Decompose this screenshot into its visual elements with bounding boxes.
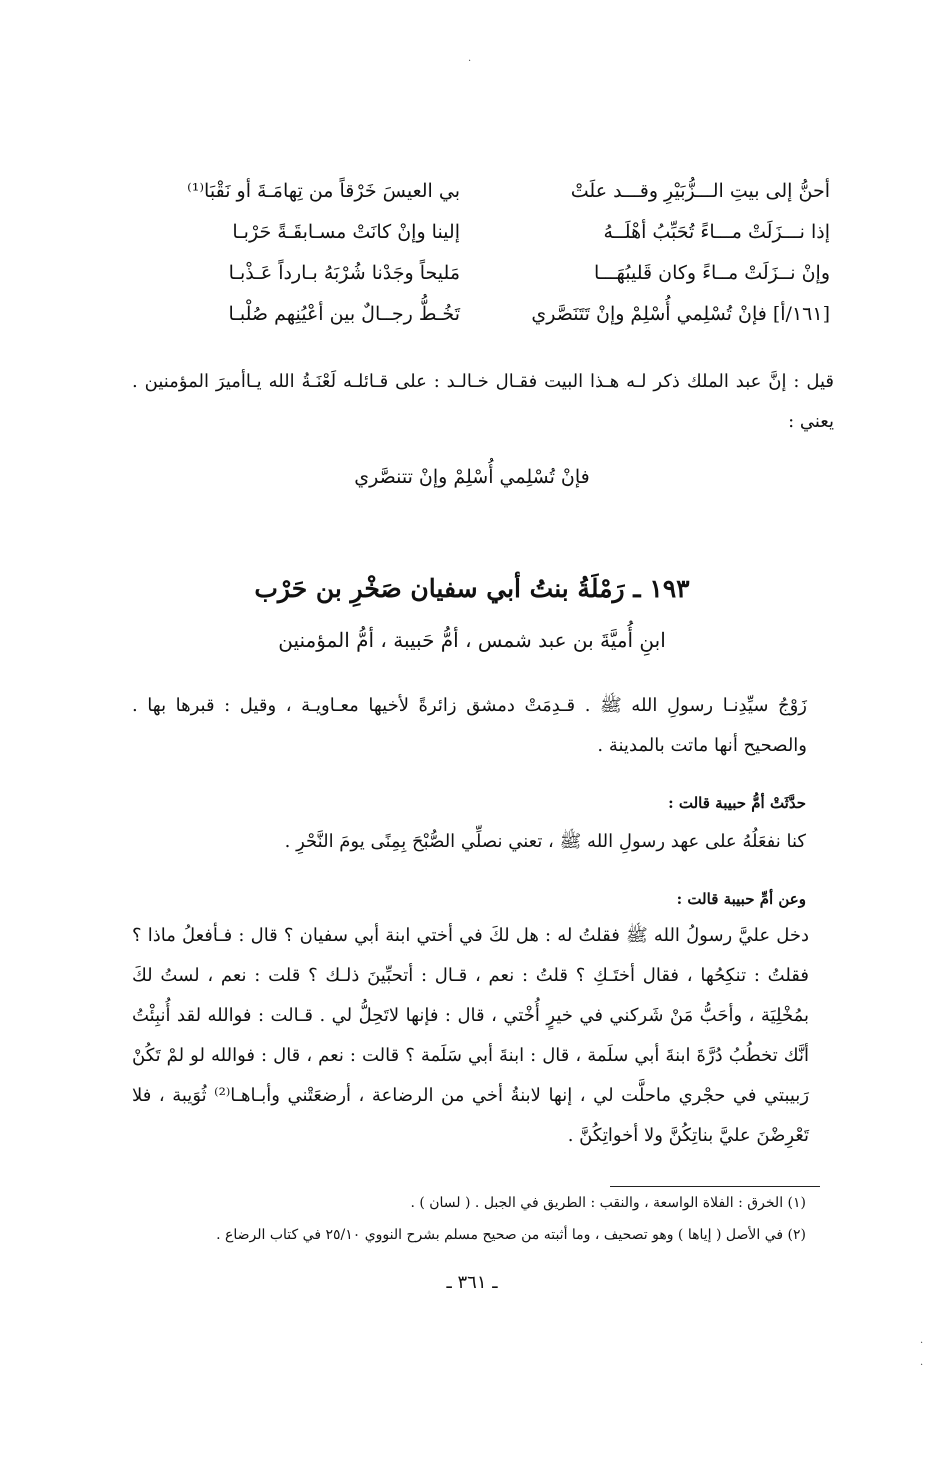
hadith-heading: وعن أمِّ حبيبة قالت : [676, 890, 806, 908]
verse-second-hemistich: تَخُـطُّ رجــالٌ بين أعْيُنِهم صُلْبـا [228, 303, 460, 325]
verse-first-hemistich: [١٦١/أ] فإنْ تُسْلِمي أُسْلِمْ وإنْ تَتَنَصَّري [531, 303, 830, 325]
verse-second-hemistich: بي العيسَ خَرْقاً من تِهامَـةَ أو نَقْبَا⁽¹⁾ [187, 180, 460, 202]
poem-verse [150, 303, 830, 343]
verse-first-hemistich: إذا نـــزَلَتْ مـــاءً تُحَبِّبُ أهْلَــهُ [603, 221, 830, 243]
quoted-verse: فإنْ تُسْلِمي أُسْلِمْ وإنْ تتنصَّري [354, 466, 590, 488]
narration-paragraph: قيل : إنَّ عبد الملك ذكر لـه هـذا البيت فقـال خـالـد : على قـائلـه لَعْنَـةُ الله يـاأميرَ المؤمنين . يعني : [132, 371, 834, 432]
footnote: (١) الخرق : الفلاة الواسعة ، والنقب : الطريق في الجبل . ( لسان ) . [410, 1195, 806, 1211]
biography-paragraph: زَوْجُ سيِّدِنـا رسولِ الله ﷺ . قـدِمَتْ دمشق زائرةً لأخيها معـاويـة ، وقيل : قبرها بها . والصحيح أنها ماتت بالمدينة . [132, 695, 807, 756]
footnote-separator [610, 1186, 820, 1187]
verse-first-hemistich: وإنْ نــزَلَتْ مــاءً وكان قَليبُهَـــا [594, 262, 830, 284]
scan-speck: · [468, 56, 472, 67]
verse-first-hemistich: أحنُّ إلى بيتِ الـــزُّبَيْرِ وقـــد علَتْ [570, 180, 830, 202]
entry-title: ١٩٣ ـ رَمْلَةُ بنتُ أبي سفيان صَخْرِ بن حَرْب [254, 574, 690, 603]
poem-verse [150, 221, 830, 261]
footnote: (٢) في الأصل ( إياها ) وهو تصحيف ، وما أثبته من صحيح مسلم بشرح النووي ٢٥/١٠ في كتاب الرضاع . [216, 1227, 806, 1243]
hadith-text: دخل عليَّ رسولُ الله ﷺ فقلتُ له : هل لكَ في أختي ابنة أبي سفيان ؟ قال : فـأفعلُ ماذا ؟ فقلتُ : تنكِحُها ، فقال أختَـكِ ؟ قلتُ : نعم ، قـال : أتحبِّينَ ذلـك ؟ قلت : نعم ، لستُ لكَ بمُخْلِيَة ، وأحَبُّ مَنْ شَركني في خيرٍ أُخْتي ، قال : فإنها لاتَحِلُّ لي . قـالت : فوالله لقد أُنبِئْتُ أنَّك تخطُبُ دُرَّةَ ابنةَ أبي سلَمة ، قال : ابنةَ أبي سَلَمة ؟ قالت : نعم ، قال : فوالله لو لمْ تَكُنْ رَبيبتي في حجْري ماحلَّت لي ، إنها لابنةُ أخي من الرضاعة ، أرضعَتْني وأبـاهـا⁽²⁾ ثُوَيبة ، فلا تَعْرِضْنَ عليَّ بناتِكُنَّ ولا أخواتِكُنَّ . [132, 925, 810, 1146]
scan-speck: · [920, 1360, 924, 1371]
scan-speck: · [920, 1338, 924, 1349]
poem-verse [150, 180, 830, 220]
hadith-text: كنا نفعَلُهُ على عهد رسولِ الله ﷺ ، تعني نصلِّي الصُّبْحَ بِمِنًى يومَ النَّحْرِ . [284, 831, 806, 852]
verse-second-hemistich: إلينا وإنْ كانَتْ مسـابقَـةً حَرْبـا [232, 221, 460, 243]
hadith-heading: حدَّثَتْ أمُّ حبيبة قالت : [668, 794, 806, 812]
poem-verse [150, 262, 830, 302]
page-number: ـ ٣٦١ ـ [446, 1272, 498, 1293]
entry-subtitle: ابنِ أُميَّةَ بن عبد شمس ، أمُّ حَبيبة ، أمُّ المؤمنين [278, 628, 666, 652]
verse-second-hemistich: مَليحاً وجَدْنا شُرْبَهُ بـارداً عَـذْبـا [228, 262, 460, 284]
